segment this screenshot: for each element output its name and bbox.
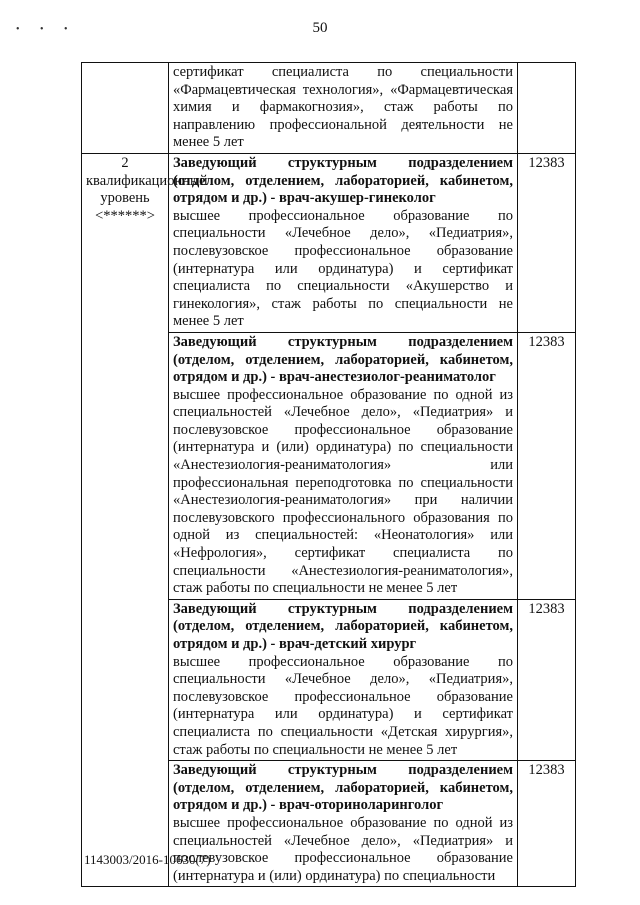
qualification-level-name: 2 квалификационный уровень	[86, 154, 208, 207]
position-title: Заведующий структурным подразделением (отделом, отделением, лабораторией, кабинетом, отрядом и др.) - врач-анестезиолог-реаниматолог	[173, 333, 513, 386]
salary-value: 12383	[518, 599, 576, 760]
requirements-cell: сертификат специалиста по специальности «Фармацевтическая технология», «Фармацевтическая химия и фармакогнозия», стаж работы по направлению профессиональной деятельности не менее 5 лет	[169, 63, 518, 154]
qualification-level-cell	[82, 153, 208, 886]
document-reference: 1143003/2016-10630(7)	[84, 852, 211, 867]
position-title: Заведующий структурным подразделением (отделом, отделением, лабораторией, кабинетом, отрядом и др.) - врач-детский хирург	[173, 600, 513, 652]
table-row	[82, 153, 576, 332]
position-requirements: высшее профессиональное образование по одной из специальностей «Лечебное дело», «Педиатрия» и послевузовское профессиональное образование (интернатура и (или) ординатура) по специальности «Анестезиология-реаниматология» или профессиональная переподготовка по специальности «Анестезиология-реаниматология» при наличии послевузовского профессионального образования по одной из специальностей: «Неонатология» или «Нефрология», сертификат специалиста по специальности «Анестезиология-реаниматология», стаж работы по специальности не менее 5 лет	[173, 386, 513, 597]
page-number: 50	[312, 20, 328, 36]
qualification-table	[81, 62, 576, 887]
level-cell-empty	[82, 63, 169, 154]
table-row	[82, 63, 576, 154]
position-cell	[169, 332, 518, 599]
position-cell	[169, 153, 518, 332]
position-cell	[169, 599, 518, 760]
position-requirements: высшее профессиональное образование по специальности «Лечебное дело», «Педиатрия», послевузовское профессиональное образование (интернатура или ординатура) и сертификат специалиста по специальности «Детская хирургия», стаж работы по специальности не менее 5 лет	[173, 653, 513, 758]
position-requirements: высшее профессиональное образование по специальности «Лечебное дело», «Педиатрия», послевузовское профессиональное образование (интернатура или ординатура) и сертификат специалиста по специальности «Акушерство и гинекология», стаж работы по специальности не менее 5 лет	[173, 207, 513, 330]
position-cell	[169, 761, 518, 887]
scan-specks: • • •	[16, 24, 77, 35]
salary-value: 12383	[518, 153, 576, 332]
position-title: Заведующий структурным подразделением (отделом, отделением, лабораторией, кабинетом, отрядом и др.) - врач-оториноларинголог	[173, 762, 513, 814]
salary-value: 12383	[518, 761, 576, 887]
position-title: Заведующий структурным подразделением (отделом, отделением, лабораторией, кабинетом, отрядом и др.) - врач-акушер-гинеколог	[173, 154, 513, 207]
position-requirements: высшее профессиональное образование по одной из специальностей «Лечебное дело», «Педиатрия» и послевузовское профессиональное образование (интернатура и (или) ординатура) по специальности	[173, 814, 513, 884]
salary-cell-empty	[518, 63, 576, 154]
salary-value: 12383	[518, 332, 576, 599]
qualification-level-marker: <******>	[95, 207, 155, 224]
